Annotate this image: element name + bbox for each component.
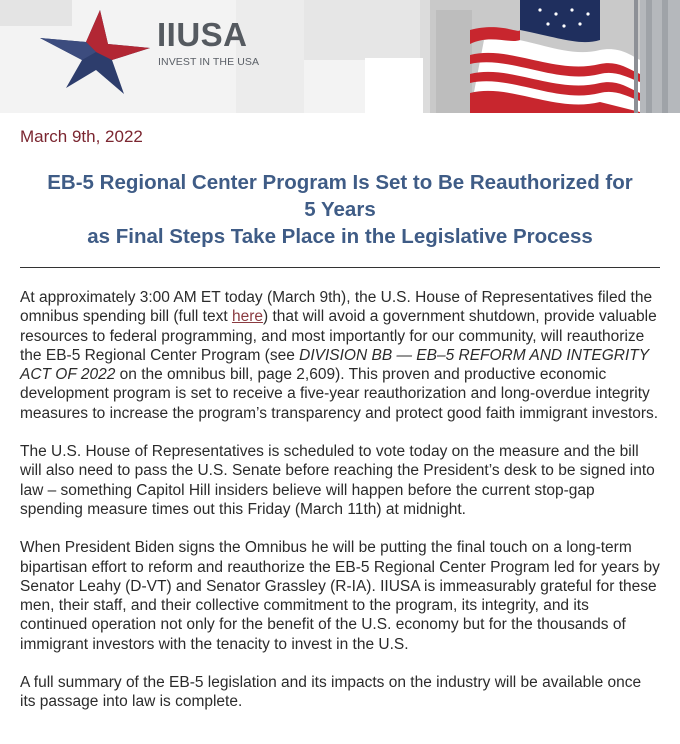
paragraph-1: [20, 288, 660, 423]
article: [0, 127, 680, 712]
logo-tagline: INVEST IN THE USA: [158, 56, 260, 68]
title-line-3: as Final Steps Take Place in the Legislative Process: [87, 225, 593, 248]
divider: [20, 267, 660, 268]
article-date: March 9th, 2022: [20, 127, 143, 146]
paragraph-4: A full summary of the EB-5 legislation and its impacts on the industry will be available once its passage into law is complete.: [20, 674, 642, 711]
header-banner: [0, 0, 680, 113]
logo-wordmark: IIUSA: [157, 16, 248, 53]
paragraph-2: The U.S. House of Representatives is scheduled to vote today on the measure and the bill will also need to pass the U.S. Senate before reaching the President’s desk to be signed into law – something Capitol Hill insiders believe will happen before the current stop-gap spending measure times out this Friday (March 11th) at midnight.: [20, 443, 655, 518]
article-title: [20, 169, 660, 250]
paragraph-3: When President Biden signs the Omnibus he will be putting the final touch on a long-term bipartisan effort to reform and reauthorize the EB-5 Regional Center Program led for years by Senator Leahy (D-VT) and Senator Grassley (R-IA). IIUSA is immeasurably grateful for these men, their staff, and their collective commitment to the program, its integrity, and its continued operation not only for the benefit of the U.S. economy but for the thousands of immigrant investors with the tenacity to invest in the U.S.: [20, 539, 660, 653]
full-text-link[interactable]: here: [231, 308, 263, 326]
paragraph-1-text-c: on the omnibus bill, page 2,609). This proven and productive economic development program is set to receive a five-year reauthorization and long-overdue integrity measures to increase the program’s transparency and protect good faith immigrant investors.: [20, 366, 659, 422]
title-line-1: EB-5 Regional Center Program Is Set to Be Reauthorized for: [47, 171, 633, 194]
paragraph-1-text-a: At approximately 3:00 AM ET today (March 9th), the U.S. House of Representatives filed the omnibus spending bill (full text: [20, 289, 653, 326]
american-flag-icon: [470, 0, 640, 113]
division-bb-reference: DIVISION BB — EB–5 REFORM AND INTEGRITY ACT OF 2022: [20, 346, 649, 384]
flag-pole: [634, 0, 638, 113]
title-line-2: 5 Years: [304, 198, 376, 221]
paragraph-1-text-b: ) that will avoid a government shutdown, provide valuable resources to federal programming, and most importantly for our community, will reauthorize the EB-5 Regional Center Program (see: [20, 308, 657, 364]
banner-background: [0, 0, 680, 113]
